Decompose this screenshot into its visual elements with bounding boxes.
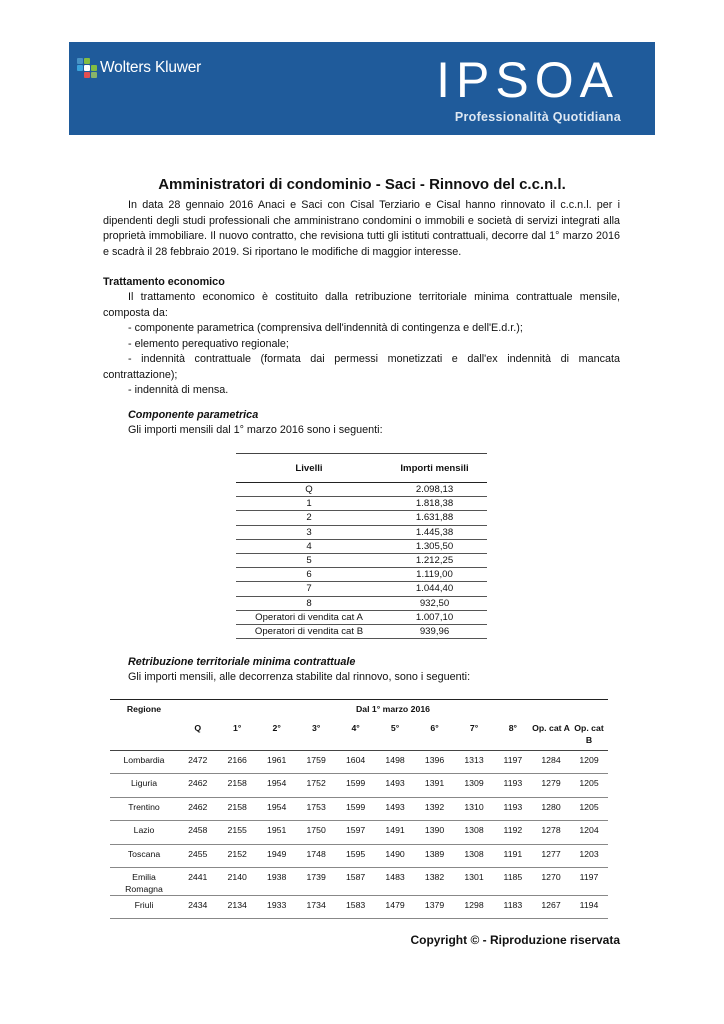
table-row — [236, 511, 487, 525]
region-header: Regione — [126, 704, 162, 714]
level-cell: 4 — [236, 539, 382, 553]
value-cell: 1493 — [375, 797, 414, 820]
section1-text: Il trattamento economico è costituito dalla retribuzione territoriale minima contrattuale mensile, composta da: — [103, 291, 620, 319]
region-cell: Toscana — [110, 844, 178, 867]
column-header: 3° — [296, 718, 335, 751]
value-cell: 1583 — [336, 895, 375, 918]
table-row — [236, 582, 487, 596]
value-cell: 1599 — [336, 774, 375, 797]
column-header: 4° — [336, 718, 375, 751]
amount-cell: 2.098,13 — [382, 483, 487, 497]
section2-text: Gli importi mensili dal 1° marzo 2016 sono i seguenti: — [128, 424, 383, 436]
wolters-kluwer-mark-icon — [77, 58, 97, 78]
document-title: Amministratori di condominio - Saci - Rinnovo del c.c.n.l. — [158, 176, 566, 193]
value-cell: 1203 — [570, 844, 608, 867]
column-header: 5° — [375, 718, 414, 751]
value-cell: 2158 — [217, 797, 256, 820]
value-cell: 1479 — [375, 895, 414, 918]
table-row — [110, 774, 608, 797]
bullet-item: - indennità di mensa. — [128, 384, 229, 396]
value-cell: 1595 — [336, 844, 375, 867]
value-cell: 1750 — [296, 821, 335, 844]
value-cell: 1597 — [336, 821, 375, 844]
amount-cell: 1.305,50 — [382, 539, 487, 553]
level-cell: Operatori di vendita cat A — [236, 610, 382, 624]
value-cell: 1205 — [570, 797, 608, 820]
column-header: Op. cat A — [532, 718, 570, 751]
section-heading-retribuzione: Retribuzione territoriale minima contrattuale — [128, 656, 356, 668]
table-row — [236, 483, 487, 497]
value-cell: 1309 — [454, 774, 493, 797]
table-row — [110, 844, 608, 867]
value-cell: 1379 — [415, 895, 454, 918]
value-cell: 1396 — [415, 751, 454, 774]
value-cell: 1267 — [532, 895, 570, 918]
retribuzione-territoriale-table — [110, 699, 608, 919]
region-cell: Lombardia — [110, 751, 178, 774]
value-cell: 1490 — [375, 844, 414, 867]
value-cell: 1483 — [375, 867, 414, 895]
amount-cell: 1.818,38 — [382, 497, 487, 511]
componente-parametrica-table — [236, 453, 487, 639]
value-cell: 1954 — [257, 797, 296, 820]
level-cell: 3 — [236, 525, 382, 539]
value-cell: 2441 — [178, 867, 217, 895]
copyright-notice: Copyright © - Riproduzione riservata — [410, 933, 620, 947]
region-cell: Trentino — [110, 797, 178, 820]
section-heading-componente: Componente parametrica — [128, 409, 259, 421]
value-cell: 1185 — [494, 867, 532, 895]
region-spacer — [110, 718, 178, 751]
table-row — [236, 525, 487, 539]
table-row — [110, 867, 608, 895]
value-cell: 1951 — [257, 821, 296, 844]
amount-cell: 932,50 — [382, 596, 487, 610]
column-header: 8° — [494, 718, 532, 751]
table-row — [236, 610, 487, 624]
value-cell: 1278 — [532, 821, 570, 844]
section-heading-trattamento: Trattamento economico — [103, 276, 225, 288]
value-cell: 1298 — [454, 895, 493, 918]
value-cell: 1748 — [296, 844, 335, 867]
level-cell: Operatori di vendita cat B — [236, 624, 382, 638]
value-cell: 2134 — [217, 895, 256, 918]
value-cell: 1191 — [494, 844, 532, 867]
value-cell: 1759 — [296, 751, 335, 774]
value-cell: 1308 — [454, 821, 493, 844]
amount-cell: 1.119,00 — [382, 568, 487, 582]
value-cell: 1197 — [494, 751, 532, 774]
bullet-item: - indennità contrattuale (formata dai permessi monetizzati e dall'ex indennità di mancata contrattazione); — [103, 353, 620, 381]
brand-tagline: Professionalità Quotidiana — [454, 110, 621, 124]
value-cell: 1193 — [494, 774, 532, 797]
value-cell: 1277 — [532, 844, 570, 867]
value-cell: 1938 — [257, 867, 296, 895]
value-cell: 1390 — [415, 821, 454, 844]
value-cell: 1491 — [375, 821, 414, 844]
column-header: Op. cat B — [570, 718, 608, 751]
value-cell: 1382 — [415, 867, 454, 895]
value-cell: 1961 — [257, 751, 296, 774]
value-cell: 1739 — [296, 867, 335, 895]
intro-paragraph — [103, 198, 620, 260]
value-cell: 1308 — [454, 844, 493, 867]
amount-cell: 939,96 — [382, 624, 487, 638]
brand-title: IPSOA — [436, 52, 619, 108]
level-cell: 6 — [236, 568, 382, 582]
value-cell: 2166 — [217, 751, 256, 774]
column-header: Importi mensili — [382, 454, 487, 483]
value-cell: 2458 — [178, 821, 217, 844]
value-cell: 2472 — [178, 751, 217, 774]
level-cell: 5 — [236, 553, 382, 567]
value-cell: 1205 — [570, 774, 608, 797]
value-cell: 1209 — [570, 751, 608, 774]
value-cell: 2140 — [217, 867, 256, 895]
value-cell: 2434 — [178, 895, 217, 918]
value-cell: 2462 — [178, 774, 217, 797]
value-cell: 1310 — [454, 797, 493, 820]
region-cell: Lazio — [110, 821, 178, 844]
value-cell: 1587 — [336, 867, 375, 895]
value-cell: 1752 — [296, 774, 335, 797]
table-row — [110, 821, 608, 844]
amount-cell: 1.044,40 — [382, 582, 487, 596]
region-cell: Friuli — [110, 895, 178, 918]
amount-cell: 1.631,88 — [382, 511, 487, 525]
value-cell: 1193 — [494, 797, 532, 820]
table-row — [236, 596, 487, 610]
value-cell: 1493 — [375, 774, 414, 797]
value-cell: 1301 — [454, 867, 493, 895]
table-row — [110, 797, 608, 820]
intro-text: In data 28 gennaio 2016 Anaci e Saci con Cisal Terziario e Cisal hanno rinnovato il c.c.n.l. per i dipendenti degli studi professionali che amministrano condomini o immobili e società di servizi integrati alla proprietà immobiliare. Il nuovo contratto, che revisiona tutti gli istituti contrattuali, decorre dal 1° marzo 2016 e scadrà il 28 febbraio 2019. Si riportano le modifiche di maggior interesse. — [103, 199, 620, 258]
level-cell: Q — [236, 483, 382, 497]
value-cell: 1753 — [296, 797, 335, 820]
table-row — [236, 624, 487, 638]
value-cell: 1949 — [257, 844, 296, 867]
value-cell: 1734 — [296, 895, 335, 918]
bullet-item: - componente parametrica (comprensiva dell'indennità di contingenza e dell'E.d.r.); — [128, 322, 523, 334]
region-cell: Liguria — [110, 774, 178, 797]
value-cell: 1183 — [494, 895, 532, 918]
level-cell: 1 — [236, 497, 382, 511]
date-header: Dal 1° marzo 2016 — [356, 704, 430, 714]
value-cell: 2158 — [217, 774, 256, 797]
value-cell: 1313 — [454, 751, 493, 774]
level-cell: 2 — [236, 511, 382, 525]
value-cell: 1194 — [570, 895, 608, 918]
table-row — [236, 497, 487, 511]
bullet-item: - elemento perequativo regionale; — [128, 337, 289, 350]
value-cell: 1933 — [257, 895, 296, 918]
value-cell: 1197 — [570, 867, 608, 895]
level-cell: 7 — [236, 582, 382, 596]
value-cell: 1284 — [532, 751, 570, 774]
level-cell: 8 — [236, 596, 382, 610]
header-banner — [69, 42, 655, 135]
column-header: Q — [178, 718, 217, 751]
table-row — [110, 751, 608, 774]
table-row — [110, 895, 608, 918]
column-header: 1° — [217, 718, 256, 751]
value-cell: 1599 — [336, 797, 375, 820]
amount-cell: 1.445,38 — [382, 525, 487, 539]
column-header: 2° — [257, 718, 296, 751]
value-cell: 1392 — [415, 797, 454, 820]
column-header: Livelli — [236, 454, 382, 483]
table-row — [236, 568, 487, 582]
table-row — [236, 539, 487, 553]
value-cell: 1498 — [375, 751, 414, 774]
value-cell: 1192 — [494, 821, 532, 844]
column-header: 6° — [415, 718, 454, 751]
section1-body — [103, 290, 620, 399]
region-cell: Emilia Romagna — [110, 867, 178, 895]
value-cell: 1270 — [532, 867, 570, 895]
value-cell: 2462 — [178, 797, 217, 820]
wolters-kluwer-logo — [77, 58, 201, 78]
value-cell: 1279 — [532, 774, 570, 797]
amount-cell: 1.212,25 — [382, 553, 487, 567]
amount-cell: 1.007,10 — [382, 610, 487, 624]
value-cell: 2455 — [178, 844, 217, 867]
value-cell: 2152 — [217, 844, 256, 867]
value-cell: 1280 — [532, 797, 570, 820]
value-cell: 1389 — [415, 844, 454, 867]
table-row — [236, 553, 487, 567]
publisher-name: Wolters Kluwer — [100, 59, 202, 76]
value-cell: 1604 — [336, 751, 375, 774]
value-cell: 1391 — [415, 774, 454, 797]
section3-text: Gli importi mensili, alle decorrenza stabilite dal rinnovo, sono i seguenti: — [128, 671, 471, 683]
value-cell: 1954 — [257, 774, 296, 797]
value-cell: 2155 — [217, 821, 256, 844]
value-cell: 1204 — [570, 821, 608, 844]
column-header: 7° — [454, 718, 493, 751]
